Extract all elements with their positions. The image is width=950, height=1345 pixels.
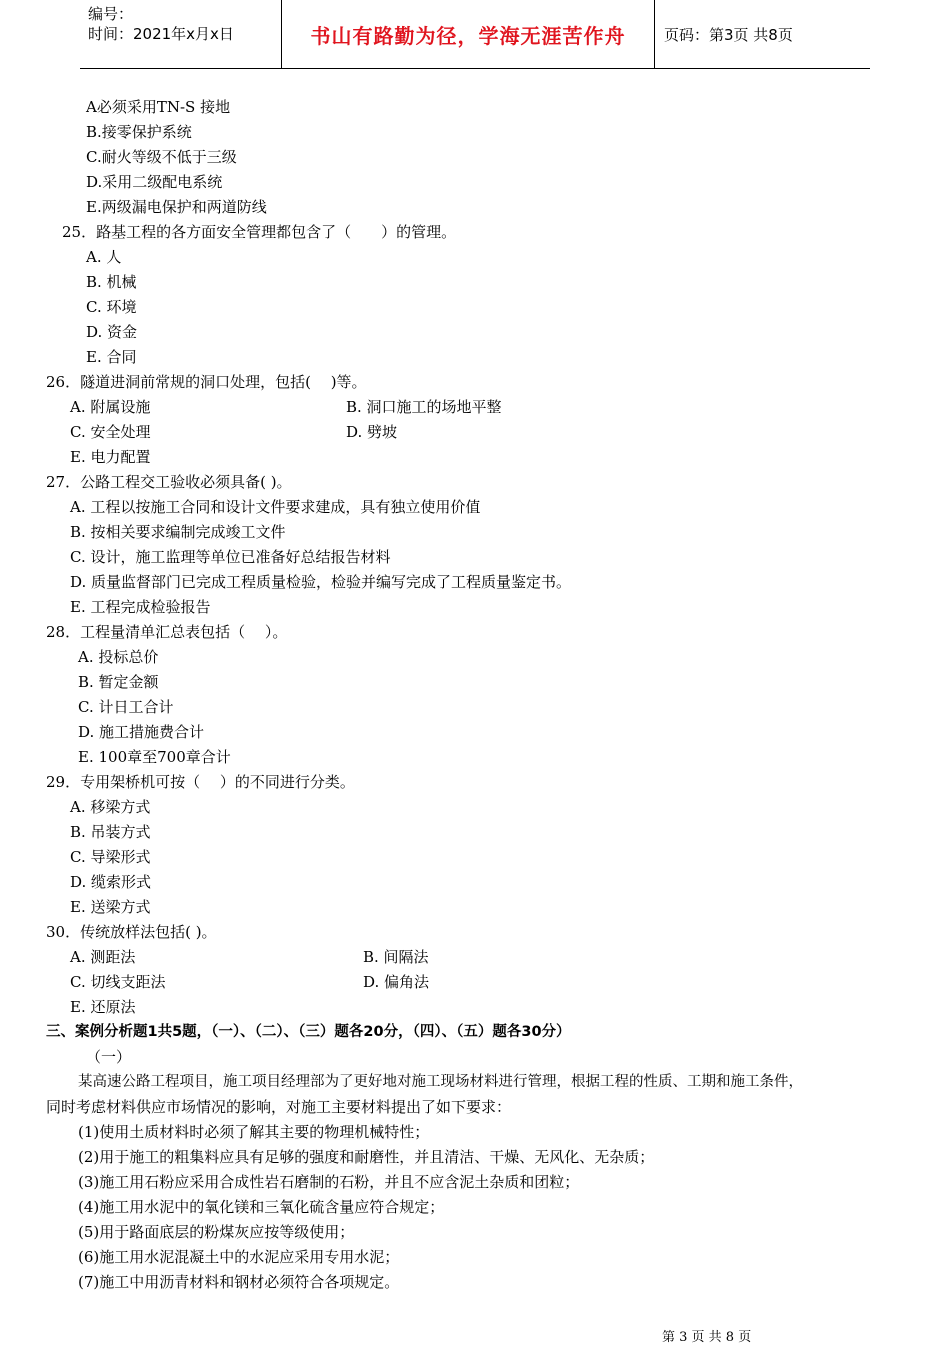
option-line: E.两级漏电保护和两道防线 [86,198,267,216]
option-line: A. 附属设施 [70,398,151,416]
requirement-item: (1)使用土质材料时必须了解其主要的物理机械特性； [78,1123,430,1141]
option-line: C. 计日工合计 [78,698,174,716]
option-line: B. 暂定金额 [78,673,159,691]
requirement-item: (6)施工用水泥混凝土中的水泥应采用专用水泥； [78,1248,400,1266]
question-25: 25．路基工程的各方面安全管理都包含了（ ）的管理。 [62,223,457,241]
option-line: B. 间隔法 [363,948,429,966]
case-paragraph: 某高速公路工程项目，施工项目经理部为了更好地对施工现场材料进行管理，根据工程的性质、工期和施工条件， [78,1074,803,1090]
option-line: D. 施工措施费合计 [78,723,205,741]
option-line: D.采用二级配电系统 [86,173,223,191]
question-27: 27．公路工程交工验收必须具备( )。 [46,473,292,491]
requirement-item: (2)用于施工的粗集料应具有足够的强度和耐磨性，并且清洁、干燥、无风化、无杂质； [78,1148,655,1166]
section-heading: 三、案例分析题1共5题，（一）、（二）、（三）题各20分，（四）、（五）题各30分） [46,1024,571,1040]
option-line: A. 投标总价 [78,648,159,666]
question-30: 30．传统放样法包括( )。 [46,923,217,941]
case-paragraph: 同时考虑材料供应市场情况的影响，对施工主要材料提出了如下要求： [46,1098,512,1116]
option-line: A. 工程以按施工合同和设计文件要求建成，具有独立使用价值 [70,498,481,516]
page-footer: 第 3 页 共 8 页 [662,1330,752,1345]
option-line: B. 吊装方式 [70,823,151,841]
page-header [80,0,870,69]
option-line: E. 电力配置 [70,448,151,466]
option-line: E. 工程完成检验报告 [70,598,211,616]
header-meta [88,4,234,44]
option-line: D. 资金 [86,323,138,341]
header-motto: 书山有路勤为径，学海无涯苦作舟 [310,24,626,48]
option-line: C. 导梁形式 [70,848,151,866]
option-line: B. 机械 [86,273,137,291]
option-line: A. 移梁方式 [70,798,151,816]
option-line: D. 劈坡 [346,423,398,441]
option-line: C. 设计，施工监理等单位已准备好总结报告材料 [70,548,391,566]
serial-label: 编号： [88,5,134,23]
option-line: E. 合同 [86,348,137,366]
option-line: C. 安全处理 [70,423,151,441]
option-line: D. 质量监督部门已完成工程质量检验，检验并编写完成了工程质量鉴定书。 [70,573,572,591]
question-29: 29．专用架桥机可按（ ）的不同进行分类。 [46,773,355,791]
requirement-item: (7)施工中用沥青材料和钢材必须符合各项规定。 [78,1273,400,1291]
question-28: 28．工程量清单汇总表包括（ ）。 [46,623,288,641]
time-label: 时间：2021年x月x日 [88,25,234,43]
option-line: E. 送梁方式 [70,898,151,916]
header-divider [654,0,655,68]
option-line: A必须采用TN-S 接地 [86,98,231,116]
option-line: C.耐火等级不低于三级 [86,148,237,166]
option-line: D. 缆索形式 [70,873,152,891]
option-line: B.接零保护系统 [86,123,192,141]
case-number: （一） [86,1048,132,1066]
header-page-info: 页码：第3页 共8页 [664,26,793,44]
question-26: 26．隧道进洞前常规的洞口处理，包括( )等。 [46,373,367,391]
option-line: B. 洞口施工的场地平整 [346,398,502,416]
option-line: D. 偏角法 [363,973,430,991]
option-line: C. 环境 [86,298,137,316]
requirement-item: (3)施工用石粉应采用合成性岩石磨制的石粉，并且不应含泥土杂质和团粒； [78,1173,580,1191]
option-line: A. 测距法 [70,948,136,966]
requirement-item: (4)施工用水泥中的氧化镁和三氧化硫含量应符合规定； [78,1198,445,1216]
option-line: E. 100章至700章合计 [78,748,231,766]
requirement-item: (5)用于路面底层的粉煤灰应按等级使用； [78,1223,355,1241]
option-line: A. 人 [86,248,122,266]
option-line: B. 按相关要求编制完成竣工文件 [70,523,286,541]
option-line: C. 切线支距法 [70,973,166,991]
option-line: E. 还原法 [70,998,136,1016]
